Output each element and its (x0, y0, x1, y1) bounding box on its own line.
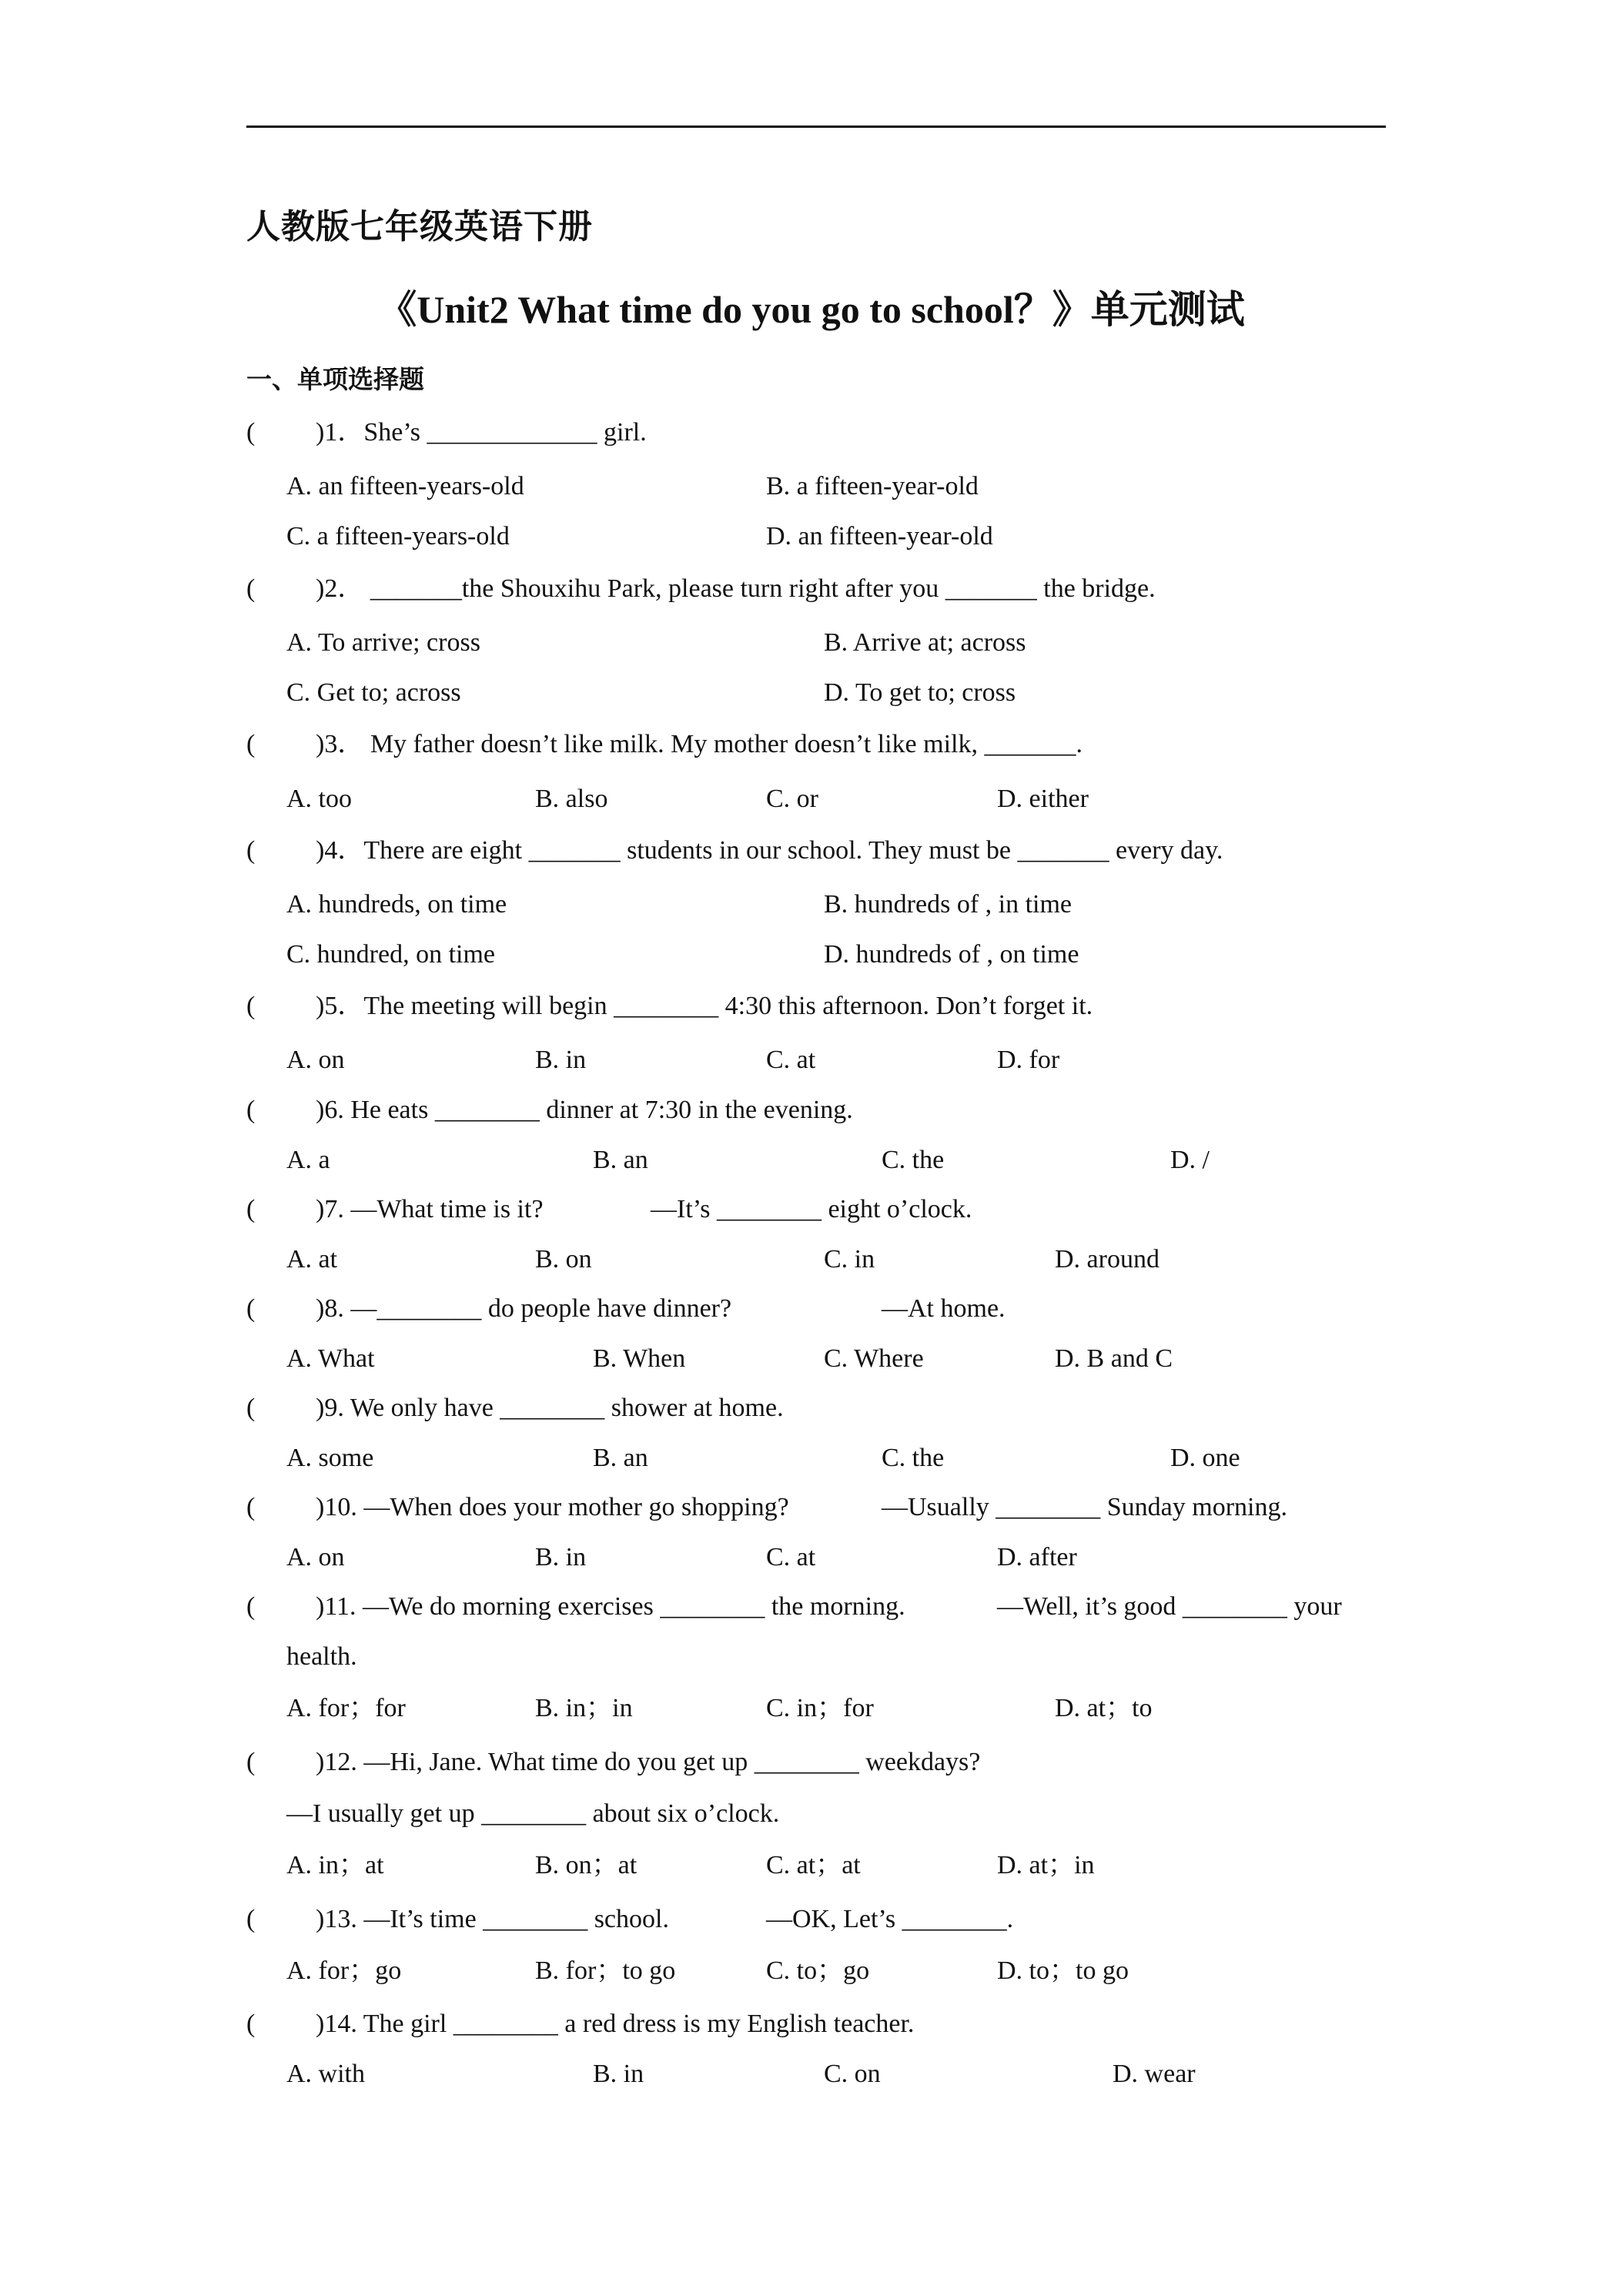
option-c: C. in；for (766, 1694, 874, 1722)
option-a: A. too (286, 785, 352, 813)
question-stem: )9. We only have ________ shower at home. (316, 1394, 784, 1422)
question-7 (0, 1190, 1623, 1229)
question-stem: )7. —What time is it? (316, 1195, 544, 1223)
option-a: A. To arrive; cross (286, 628, 480, 657)
option-c: C. at (766, 1046, 816, 1074)
option-a: A. for；go (286, 1956, 402, 1985)
options-row (0, 1340, 1623, 1378)
question-stem: )1．She’s _____________ girl. (316, 418, 647, 447)
option-b: B. hundreds of , in time (824, 890, 1073, 919)
question-9 (0, 1389, 1623, 1427)
option-c: C. Get to; across (286, 678, 461, 707)
question-13 (0, 1900, 1623, 1939)
option-d: D. for (997, 1046, 1060, 1074)
question-stem: )11. —We do morning exercises ________ the morning. (316, 1592, 905, 1621)
question-stem: )5．The meeting will begin ________ 4:30 this afternoon. Don’t forget it. (316, 992, 1093, 1020)
options-row (0, 780, 1623, 818)
option-c: C. in (824, 1245, 875, 1274)
question-stem-continuation: —I usually get up ________ about six o’clock. (286, 1799, 780, 1828)
options-row (0, 885, 1623, 924)
question-response: —It’s ________ eight o’clock. (651, 1195, 972, 1223)
option-d: D. after (997, 1543, 1077, 1571)
option-a: A. for；for (286, 1694, 406, 1722)
option-a: A. at (286, 1245, 338, 1274)
option-a: A. with (286, 2060, 365, 2088)
question-response: —Well, it’s good ________ your (997, 1592, 1342, 1621)
option-d: D. wear (1113, 2060, 1196, 2088)
option-b: B. in (535, 1543, 587, 1571)
option-a: A. hundreds, on time (286, 890, 507, 919)
answer-bracket: ( (246, 1195, 256, 1223)
option-d: D. an fifteen-year-old (766, 522, 993, 551)
option-b: B. an (593, 1146, 648, 1174)
question-11-continuation (0, 1638, 1623, 1676)
unit-title: 《Unit2 What time do you go to school？》单元测试 (378, 288, 1245, 331)
options-row (0, 1041, 1623, 1079)
option-d: D. at；to (1055, 1694, 1153, 1722)
options-row (0, 1141, 1623, 1180)
option-c: C. on (824, 2060, 881, 2088)
question-stem: )2． _______the Shouxihu Park, please turn right after you _______ the bridge. (316, 574, 1156, 603)
question-1 (0, 413, 1623, 452)
option-a: A. on (286, 1046, 345, 1074)
options-row (0, 1538, 1623, 1577)
question-10 (0, 1488, 1623, 1527)
options-row (0, 1439, 1623, 1478)
answer-bracket: ( (246, 836, 256, 865)
option-d: D. To get to; cross (824, 678, 1016, 707)
question-4 (0, 832, 1623, 870)
options-row (0, 1952, 1623, 1990)
question-stem: )10. —When does your mother go shopping? (316, 1493, 789, 1521)
question-stem: )13. —It’s time ________ school. (316, 1905, 669, 1933)
option-c: C. or (766, 785, 818, 813)
option-d: D. at；in (997, 1851, 1095, 1879)
option-c: C. Where (824, 1344, 924, 1373)
question-response: —Usually ________ Sunday morning. (882, 1493, 1287, 1521)
option-c: C. at (766, 1543, 816, 1571)
option-d: D. to；to go (997, 1956, 1129, 1985)
option-a: A. an fifteen-years-old (286, 472, 524, 500)
option-b: B. Arrive at; across (824, 628, 1026, 657)
answer-bracket: ( (246, 418, 256, 447)
options-row (0, 624, 1623, 662)
answer-bracket: ( (246, 1394, 256, 1422)
option-a: A. What (286, 1344, 375, 1373)
option-d: D. one (1170, 1444, 1240, 1472)
options-row (0, 935, 1623, 974)
question-12-continuation (0, 1795, 1623, 1833)
question-stem-continuation: health. (286, 1642, 357, 1671)
options-row (0, 467, 1623, 506)
question-5 (0, 987, 1623, 1026)
question-11 (0, 1588, 1623, 1626)
option-a: A. a (286, 1146, 330, 1174)
options-row (0, 2055, 1623, 2094)
option-c: C. hundred, on time (286, 940, 496, 969)
answer-bracket: ( (246, 2010, 256, 2038)
options-row (0, 517, 1623, 556)
document-title: 人教版七年级英语下册 (246, 207, 593, 246)
answer-bracket: ( (246, 574, 256, 603)
question-stem: )14. The girl ________ a red dress is my English teacher. (316, 2010, 915, 2038)
option-b: B. in (593, 2060, 644, 2088)
question-response: —At home. (882, 1294, 1006, 1323)
option-d: D. around (1055, 1245, 1160, 1274)
question-stem: )6. He eats ________ dinner at 7:30 in the evening. (316, 1096, 853, 1124)
answer-bracket: ( (246, 1096, 256, 1124)
option-d: D. hundreds of , on time (824, 940, 1079, 969)
option-a: A. on (286, 1543, 345, 1571)
question-stem: )3． My father doesn’t like milk. My mother doesn’t like milk, _______. (316, 730, 1083, 758)
option-c: C. at；at (766, 1851, 861, 1879)
option-a: A. in；at (286, 1851, 384, 1879)
question-stem: )8. —________ do people have dinner? (316, 1294, 732, 1323)
option-b: B. When (593, 1344, 686, 1373)
options-row (0, 1689, 1623, 1728)
question-12 (0, 1743, 1623, 1782)
option-d: D. / (1170, 1146, 1210, 1174)
options-row (0, 674, 1623, 712)
option-b: B. on；at (535, 1851, 637, 1879)
answer-bracket: ( (246, 1592, 256, 1621)
option-b: B. a fifteen-year-old (766, 472, 979, 500)
answer-bracket: ( (246, 1905, 256, 1933)
answer-bracket: ( (246, 1493, 256, 1521)
answer-bracket: ( (246, 730, 256, 758)
option-c: C. the (882, 1444, 945, 1472)
option-a: A. some (286, 1444, 374, 1472)
question-stem: )12. —Hi, Jane. What time do you get up ________ weekdays? (316, 1748, 981, 1776)
answer-bracket: ( (246, 1294, 256, 1323)
option-c: C. to；go (766, 1956, 870, 1985)
question-2 (0, 570, 1623, 608)
question-response: —OK, Let’s ________. (766, 1905, 1014, 1933)
section-heading: 一、单项选择题 (246, 364, 424, 394)
options-row (0, 1846, 1623, 1885)
answer-bracket: ( (246, 1748, 256, 1776)
option-b: B. on (535, 1245, 592, 1274)
option-b: B. in (535, 1046, 587, 1074)
answer-bracket: ( (246, 992, 256, 1020)
option-b: B. an (593, 1444, 648, 1472)
question-8 (0, 1290, 1623, 1328)
option-b: B. for；to go (535, 1956, 676, 1985)
question-3 (0, 725, 1623, 764)
question-stem: )4．There are eight _______ students in our school. They must be _______ every day. (316, 836, 1223, 865)
option-d: D. B and C (1055, 1344, 1173, 1373)
option-b: B. also (535, 785, 608, 813)
option-d: D. either (997, 785, 1089, 813)
question-14 (0, 2005, 1623, 2043)
question-6 (0, 1091, 1623, 1130)
option-c: C. the (882, 1146, 945, 1174)
option-c: C. a fifteen-years-old (286, 522, 510, 551)
option-b: B. in；in (535, 1694, 633, 1722)
options-row (0, 1240, 1623, 1279)
